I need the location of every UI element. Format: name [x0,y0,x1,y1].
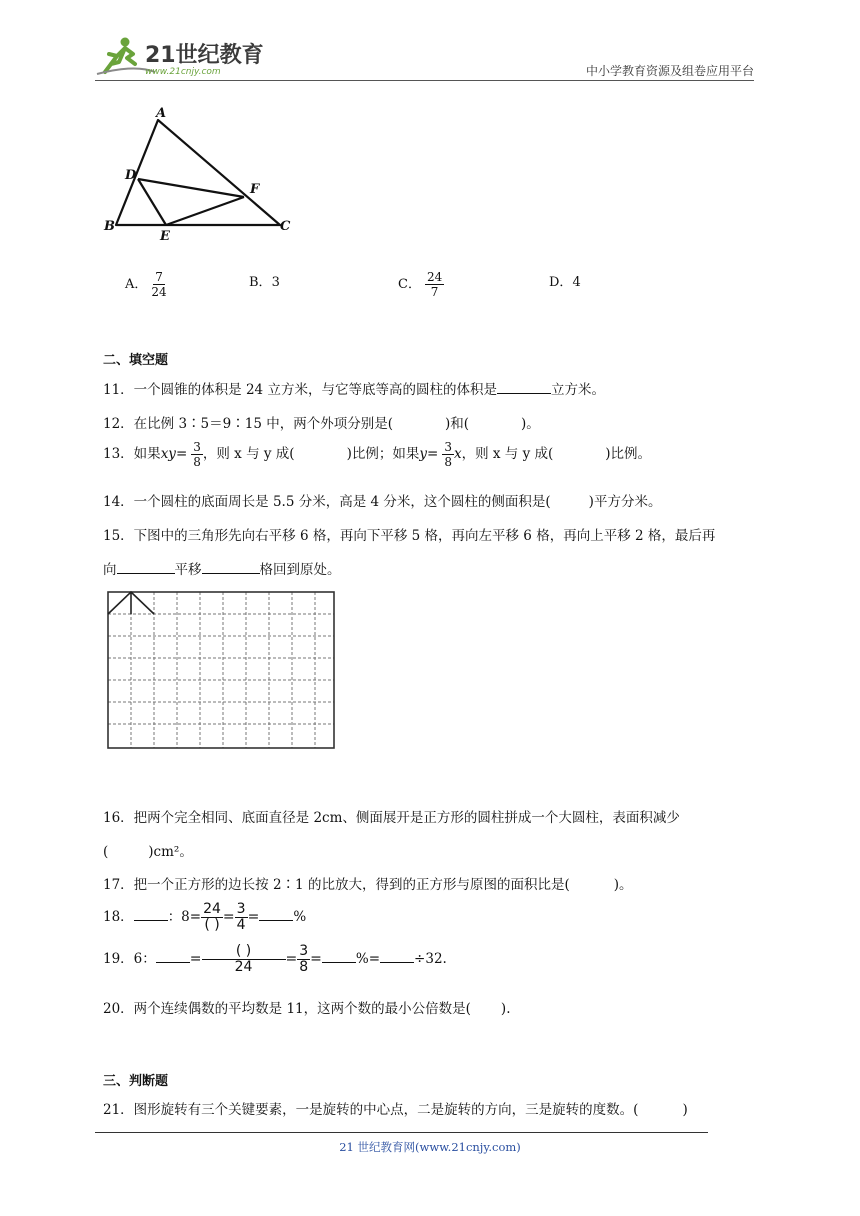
q19-fraction-2: $\frac{3}{8}$ [299,943,309,975]
question-15-line2: 向 平移 格回到原处。 [103,562,341,578]
logo-url: www.21cnjy.com [145,67,221,77]
section-judgement-title: 三、判断题 [103,1074,169,1089]
label-f: F [250,182,260,197]
triangle-figure [100,105,300,240]
choice-c: C． $\frac{24}{7}$ [398,270,443,299]
question-15-line1: 15．下图中的三角形先向右平移 6 格，再向下平移 5 格，再向左平移 6 格，再向上平移 2 格，最后再 [103,528,716,544]
logo-text: 21世纪教育 [145,43,264,68]
question-18: 18． ：8= 24 ( ) = $\frac{3}{4}$ = % [103,901,307,933]
header-divider [95,80,754,81]
label-e: E [160,229,170,240]
question-17: 17．把一个正方形的边长按 2∶1 的比放大，得到的正方形与原图的面积比是( )。 [103,877,633,893]
label-a: A [156,106,167,121]
label-c: C [280,219,291,234]
label-d: D [125,168,137,183]
choice-d: D．4 [549,275,581,290]
choice-b: B．3 [249,275,280,290]
question-19: 19．6： = ( ) 24 = $\frac{3}{8}$ = %= ÷32. [103,943,447,975]
section-fill-in-title: 二、填空题 [103,353,169,368]
label-b: B [104,219,115,234]
footer-text: 21 世纪教育网(www.21cnjy.com) [339,1140,521,1154]
choice-a: A． $\frac{7}{24}$ [125,270,167,299]
platform-name: 中小学教育资源及组卷应用平台 [585,64,754,78]
q18-fraction-1: 24 ( ) [203,901,221,933]
question-11: 11．一个圆锥的体积是 24 立方米，与它等底等高的圆柱的体积是 立方米。 [103,382,605,398]
q19-fraction-1: ( ) 24 [202,944,286,975]
triangle-shape [108,592,154,614]
question-16-line2: ( )cm²。 [103,844,193,860]
choice-a-fraction: $\frac{7}{24}$ [151,270,167,299]
question-16-line1: 16．把两个完全相同、底面直径是 2cm、侧面展开是正方形的圆柱拼成一个大圆柱，表面积减少 [103,810,680,826]
site-logo [95,34,265,78]
question-21: 21．图形旋转有三个关键要素，一是旋转的中心点，二是旋转的方向，三是旋转的度数。( ) [103,1102,688,1118]
translation-grid-figure [106,590,336,750]
question-13: 13．如果xy= $\frac{3}{8}$ ，则 x 与 y 成( )比例；如果y= $\frac{3}{8}$ x，则 x 与 y 成( )比例。 [103,440,652,469]
q18-fraction-2: $\frac{3}{4}$ [236,901,246,933]
question-14: 14．一个圆柱的底面周长是 5.5 分米，高是 4 分米，这个圆柱的侧面积是( )平方分米。 [103,494,662,510]
question-20: 20．两个连续偶数的平均数是 11，这两个数的最小公倍数是( ). [103,1001,511,1017]
question-12: 12．在比例 3∶5＝9∶15 中，两个外项分别是( )和( )。 [103,416,540,432]
footer-divider [95,1132,708,1133]
choice-c-fraction: $\frac{24}{7}$ [426,270,443,299]
